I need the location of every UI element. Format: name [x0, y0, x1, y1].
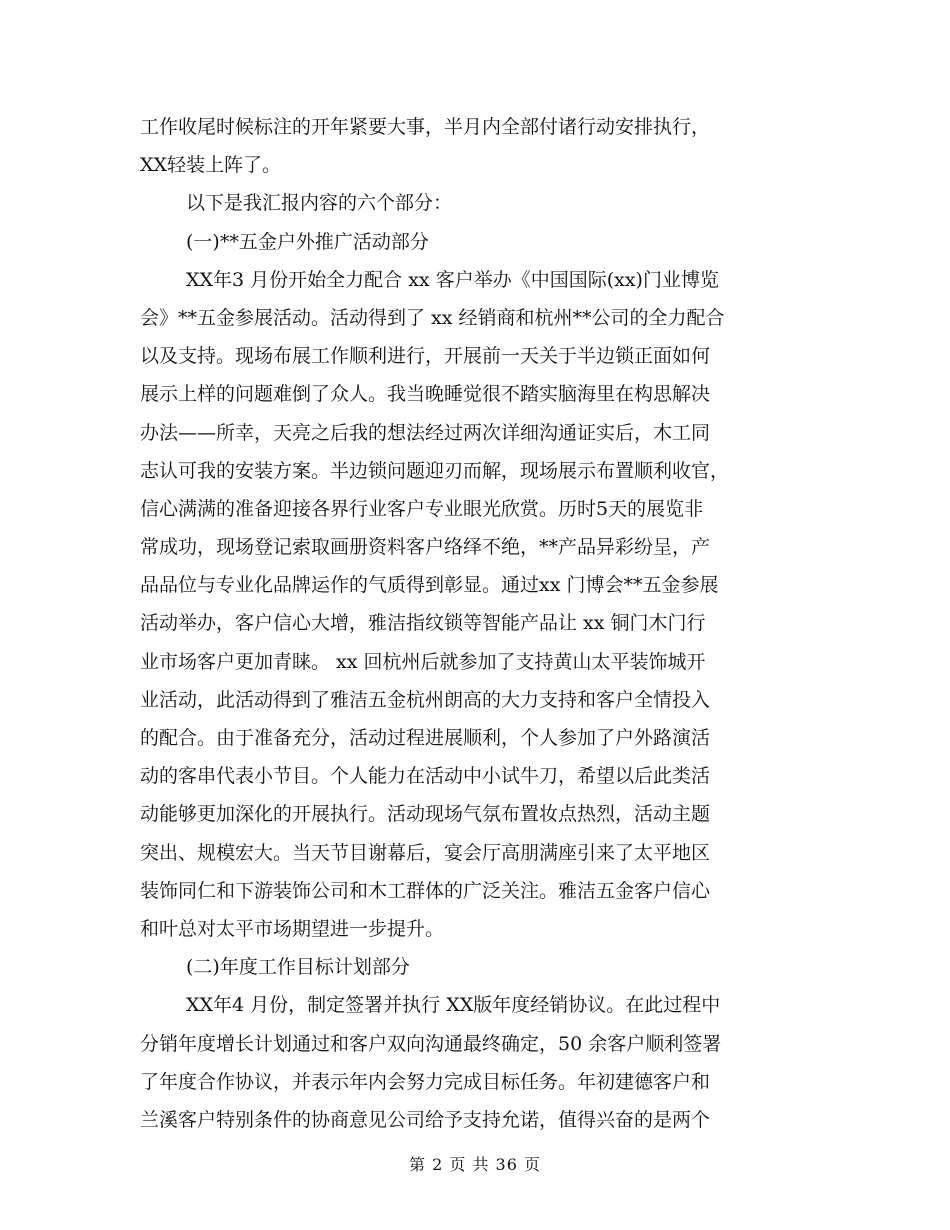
text-line: 办法——所幸，天亮之后我的想法经过两次详细沟通证实后，木工同	[140, 421, 711, 444]
text-line: XX年4 月份，制定签署并执行 XX版年度经销协议。在此过程中	[186, 994, 721, 1017]
text-line: 会》**五金参展活动。活动得到了 xx 经销商和杭州**公司的全力配合	[140, 306, 725, 329]
text-line: 分销年度增长计划通过和客户双向沟通最终确定，50 余客户顺利签署	[140, 1032, 722, 1055]
text-line: 业市场客户更加青睐。 xx 回杭州后就参加了支持黄山太平装饰城开	[140, 650, 706, 673]
text-line: (二)年度工作目标计划部分	[186, 956, 410, 979]
text-line: XX年3 月份开始全力配合 xx 客户举办《中国国际(xx)门业博览	[186, 268, 719, 291]
text-line: 常成功，现场登记索取画册资料客户络绎不绝，**产品异彩纷呈，产	[140, 536, 711, 559]
text-line: 以下是我汇报内容的六个部分：	[186, 192, 453, 215]
text-line: 业活动，此活动得到了雅洁五金杭州朗高的大力支持和客户全情投入	[140, 688, 711, 711]
text-line: 了年度合作协议，并表示年内会努力完成目标任务。年初建德客户和	[140, 1070, 711, 1093]
text-line: 的配合。由于准备充分，活动过程进展顺利，个人参加了户外路演活	[140, 727, 711, 749]
text-line: 动能够更加深化的开展执行。活动现场气氛布置妆点热烈，活动主题	[140, 803, 711, 826]
text-line: 兰溪客户特别条件的协商意见公司给予支持允诺，值得兴奋的是两个	[140, 1108, 711, 1131]
text-line: 信心满满的准备迎接各界行业客户专业眼光欣赏。历时5天的展览非	[140, 497, 704, 520]
page-footer: 第 2 页 共 36 页	[409, 1155, 541, 1174]
text-line: 志认可我的安装方案。半边锁问题迎刃而解，现场展示布置顺利收官，	[140, 459, 730, 482]
text-line: 品品位与专业化品牌运作的气质得到彰显。通过xx 门博会**五金参展	[140, 574, 719, 597]
text-line: 以及支持。现场布展工作顺利进行，开展前一天关于半边锁正面如何	[140, 345, 711, 368]
text-line: XX轻装上阵了。	[140, 154, 282, 177]
text-line: 工作收尾时候标注的开年紧要大事，半月内全部付诸行动安排执行，	[140, 116, 711, 138]
text-line: 和叶总对太平市场期望进一步提升。	[140, 917, 445, 940]
text-line: 活动举办，客户信心大增，雅洁指纹锁等智能产品让 xx 铜门木门行	[140, 612, 706, 635]
text-line: (一)**五金户外推广活动部分	[186, 230, 429, 253]
text-line: 突出、规模宏大。当天节目谢幕后，宴会厅高朋满座引来了太平地区	[140, 841, 711, 864]
text-line: 展示上样的问题难倒了众人。我当晚睡觉很不踏实脑海里在构思解决	[140, 383, 711, 406]
text-line: 装饰同仁和下游装饰公司和木工群体的广泛关注。雅洁五金客户信心	[140, 879, 711, 902]
text-line: 动的客串代表小节目。个人能力在活动中小试牛刀，希望以后此类活	[140, 765, 711, 788]
document-body	[140, 108, 810, 1139]
